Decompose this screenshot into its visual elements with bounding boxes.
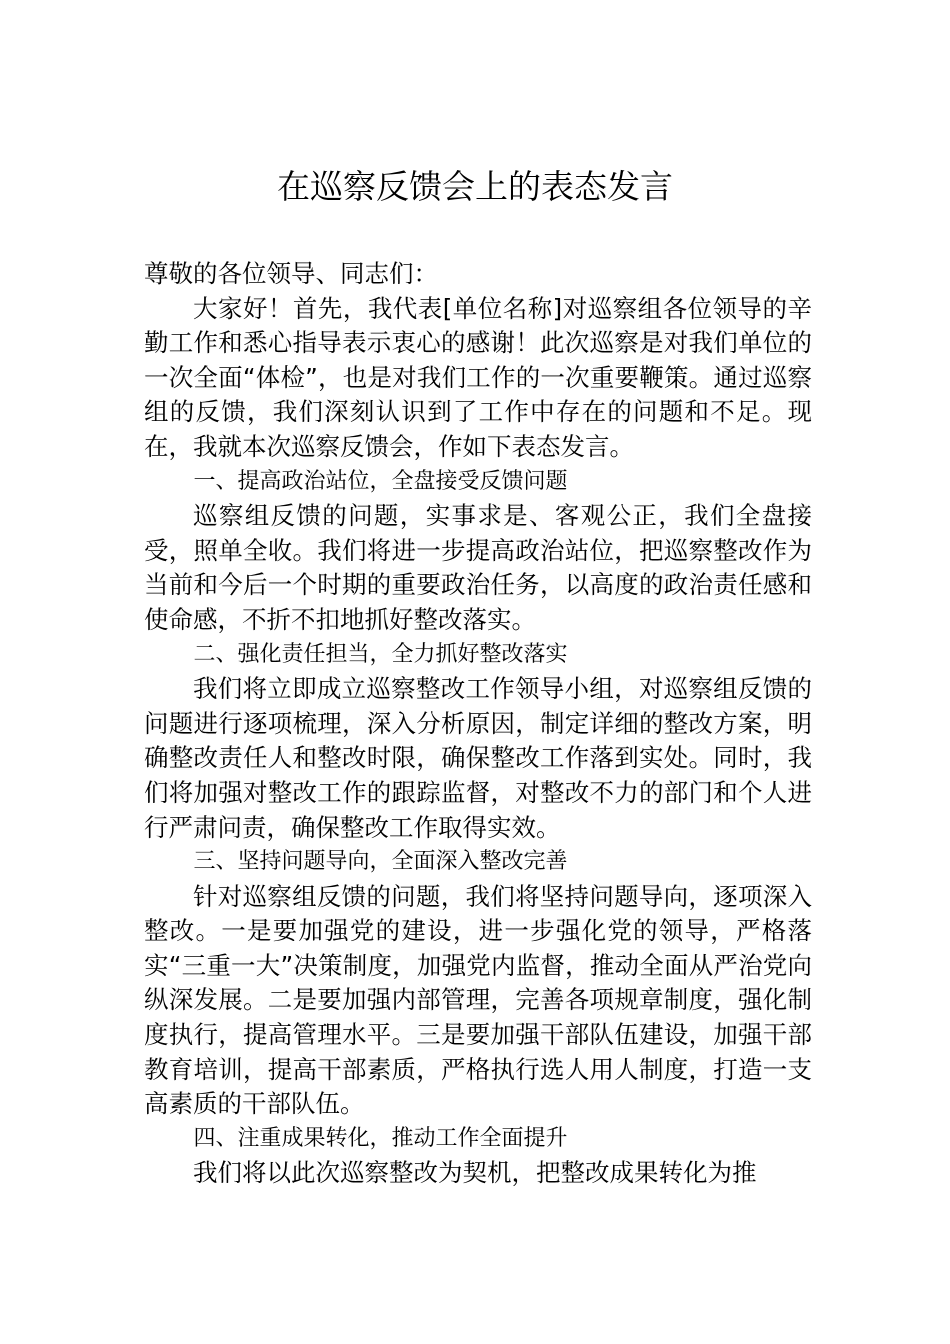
salutation: 尊敬的各位领导、同志们：: [144, 259, 438, 288]
section-3-heading: 三、坚持问题导向，全面深入整改完善: [193, 849, 568, 875]
section-3-paragraph: 针对巡察组反馈的问题，我们将坚持问题导向，逐项深入整改。一是要加强党的建设，进一步强化党的领导，严格落实“三重一大”决策制度，加强党内监督，推动全面从严治党向纵深发展。二是要加强内部管理，完善各项规章制度，强化制度执行，提高管理水平。三是要加强干部队伍建设，加强干部教育培训，提高干部素质，严格执行选人用人制度，打造一支高素质的干部队伍。: [144, 881, 812, 1119]
section-4-heading: 四、注重成果转化，推动工作全面提升: [193, 1125, 568, 1151]
section-1-paragraph: 巡察组反馈的问题，实事求是、客观公正，我们全盘接受，照单全收。我们将进一步提高政治站位，把巡察整改作为当前和今后一个时期的重要政治任务，以高度的政治责任感和使命感，不折不扣地抓好整改落实。: [144, 501, 812, 634]
section-2-paragraph: 我们将立即成立巡察整改工作领导小组，对巡察组反馈的问题进行逐项梳理，深入分析原因，制定详细的整改方案，明确整改责任人和整改时限，确保整改工作落到实处。同时，我们将加强对整改工作的跟踪监督，对整改不力的部门和个人进行严肃问责，确保整改工作取得实效。: [144, 674, 812, 842]
document-body: [144, 257, 812, 1191]
document-title: 在巡察反馈会上的表态发言: [277, 167, 673, 206]
section-2-heading: 二、强化责任担当，全力抓好整改落实: [193, 641, 568, 667]
intro-paragraph: 大家好！首先，我代表[单位名称]对巡察组各位领导的辛勤工作和悉心指导表示衷心的感谢！此次巡察是对我们单位的一次全面“体检”，也是对我们工作的一次重要鞭策。通过巡察组的反馈，我们深刻认识到了工作中存在的问题和不足。现在，我就本次巡察反馈会，作如下表态发言。: [144, 293, 812, 461]
section-1-heading: 一、提高政治站位，全盘接受反馈问题: [193, 468, 568, 494]
section-4-paragraph: 我们将以此次巡察整改为契机，把整改成果转化为推: [193, 1158, 757, 1188]
